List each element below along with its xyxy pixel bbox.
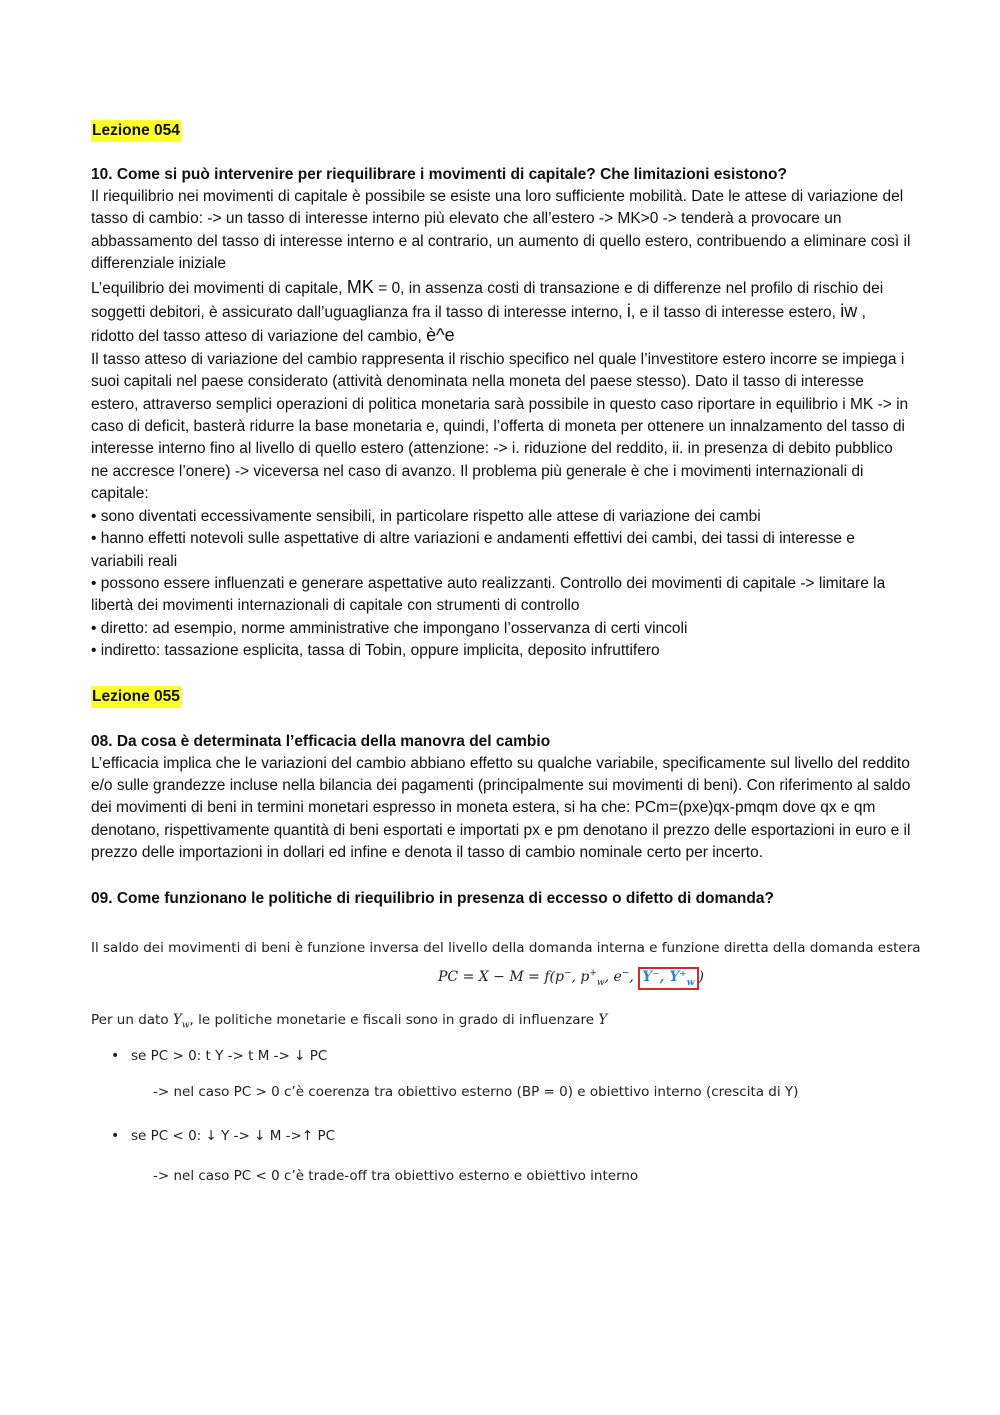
policy-figure [91, 940, 921, 1190]
figure-intro-line: Il saldo dei movimenti di beni è funzione inversa del livello della domanda interna e funzione diretta della domanda estera [91, 940, 921, 956]
answer-08: L’efficacia implica che le variazioni del cambio abbiano effetto su qualche variabile, specificamente sul livello del reddito e/o sulle grandezze incluse nella bilancia dei pagamenti (principalmente sui movimenti di beni). Con riferimento al saldo dei movimenti di beni in termini monetari espresso in moneta estera, si ha che: PCm=(pxe)qx-pmqm dove qx e qm denotano, rispettivamente quantità di beni esportati e importati px e pm denotano il prezzo delle esportazioni in euro e il prezzo delle importazioni in dollari ed infine e denota il tasso di cambio nominale certo per incerto. [91, 754, 911, 862]
highlighted-y-terms: Y⁻, $Y^+_w$ [638, 967, 698, 990]
bullet-item: • indiretto: tassazione esplicita, tassa di Tobin, oppure implicita, deposito infruttifero [91, 640, 911, 662]
bullet-item: • diretto: ad esempio, norme amministrative che impongano l’osservanza di certi vincoli [91, 618, 911, 640]
case-pc-negative: se PC < 0: ↓ Y -> ↓ M ->↑ PC [131, 1128, 336, 1144]
bullet-dot: • [111, 1128, 120, 1144]
question-10-heading: 10. Come si può intervenire per riequilibrare i movimenti di capitale? Che limitazioni esistono? [91, 166, 787, 183]
paragraph-1: Il riequilibrio nei movimenti di capitale è possibile se esiste una loro sufficiente mobilità. Date le attese di variazione del tasso di cambio: -> un tasso di interesse interno più elevato che all’estero -> MK>0 -> tenderà a provocare un abbassamento del tasso di interesse interno e al contrario, un aumento di quello estero, contribuendo a eliminare così il differenziale iniziale [91, 188, 911, 273]
case-pc-positive-note: -> nel caso PC > 0 c’è coerenza tra obiettivo esterno (BP = 0) e obiettivo interno (crescita di Y) [153, 1084, 799, 1100]
document-page [91, 120, 911, 910]
paragraph-3: Il tasso atteso di variazione del cambio rappresenta il rischio specifico nel quale l’investitore estero incorre se impiega i suoi capitali nel paese considerato (attività denominata nella moneta del paese stesso). Dato il tasso di interesse estero, attraverso semplici operazioni di politica monetaria sarà possibile in questo caso riportare in equilibrio i MK -> in caso di deficit, basterà ridurre la base monetaria e, quindi, l’offerta di moneta per ottenere un innalzamento del tasso di interesse interno fino al livello di quello estero (attenzione: -> i. riduzione del reddito, ii. in presenza di debito pubblico ne accresce l’onere) -> viceversa nel caso di avanzo. Il problema più generale è che i movimenti internazionali di capitale: [91, 350, 909, 503]
bullet-dot: • [111, 1048, 120, 1064]
lesson-055-heading: Lezione 055 [91, 686, 181, 708]
case-pc-negative-note: -> nel caso PC < 0 c’è trade-off tra obiettivo esterno e obiettivo interno [153, 1168, 639, 1184]
bullet-item: • sono diventati eccessivamente sensibili, in particolare rispetto alle attese di variazione dei cambi [91, 506, 911, 528]
figure-given-yw-line: Per un dato $Y_w$, le politiche monetarie e fiscali sono in grado di influenzare Y [91, 1012, 608, 1031]
question-09-heading: 09. Come funzionano le politiche di riequilibrio in presenza di eccesso o difetto di domanda? [91, 889, 774, 907]
paragraph-2: L’equilibrio dei movimenti di capitale, MK = 0, in assenza costi di transazione e di differenze nel profilo di rischio dei soggetti debitori, è assicurato dall’uguaglianza fra il tasso di interesse interno, i, e il tasso di interesse estero, iw , ridotto del tasso atteso di variazione del cambio, è^e [91, 276, 884, 346]
case-pc-positive: se PC > 0: t Y -> t M -> ↓ PC [131, 1048, 328, 1064]
bullet-item: • possono essere influenzati e generare aspettative auto realizzanti. Controllo dei movimenti di capitale -> limitare la libertà dei movimenti internazionali di capitale con strumenti di controllo [91, 573, 911, 618]
bullet-item: • hanno effetti notevoli sulle aspettative di altre variazioni e andamenti effettivi dei cambi, dei tassi di interesse e variabili reali [91, 528, 911, 573]
lesson-054-heading: Lezione 054 [91, 120, 181, 142]
pc-equation: PC = X − M = f(p−, $p^+_w$, e−, Y⁻, $Y^+_w$ ) [438, 968, 704, 988]
question-08-heading: 08. Da cosa è determinata l’efficacia della manovra del cambio [91, 732, 551, 750]
